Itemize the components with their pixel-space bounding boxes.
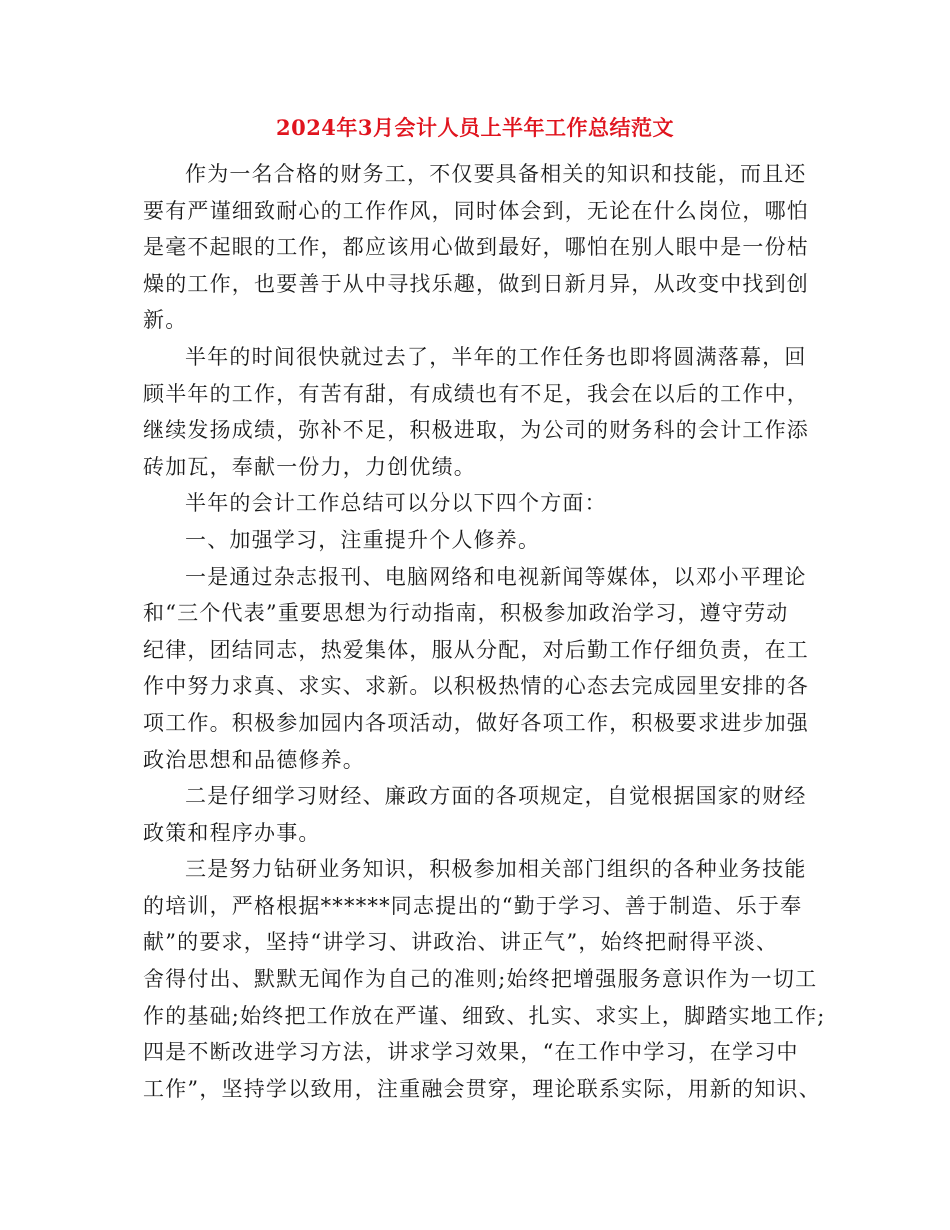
body-text-line: 二是仔细学习财经、廉政方面的各项规定，自觉根据国家的财经 <box>185 784 807 809</box>
body-text-line: 献”的要求，坚持“讲学习、讲政治、讲正气”，始终把耐得平淡、 <box>143 930 779 955</box>
body-text-line: 三是努力钻研业务知识，积极参加相关部门组织的各种业务技能 <box>185 857 807 882</box>
body-text-line: 继续发扬成绩，弥补不足，积极进取，为公司的财务科的会计工作添 <box>143 418 809 443</box>
body-text-line: 一是通过杂志报刊、电脑网络和电视新闻等媒体，以邓小平理论 <box>185 564 807 589</box>
body-text-line: 政治思想和品德修养。 <box>143 747 365 772</box>
body-text-line: 半年的时间很快就过去了，半年的工作任务也即将圆满落幕，回 <box>185 344 807 369</box>
body-text-line: 纪律，团结同志，热爱集体，服从分配，对后勤工作仔细负责，在工 <box>143 637 809 662</box>
document-title: 2024年3月会计人员上半年工作总结范文 <box>275 115 675 140</box>
body-text-line: 要有严谨细致耐心的工作作风，同时体会到，无论在什么岗位，哪怕 <box>143 198 809 223</box>
body-text-line: 舍得付出、默默无闻作为自己的准则;始终把增强服务意识作为一切工 <box>143 967 818 992</box>
body-text-line: 政策和程序办事。 <box>143 820 321 845</box>
body-text-line: 半年的会计工作总结可以分以下四个方面： <box>185 491 607 516</box>
body-text-line: 四是不断改进学习方法，讲求学习效果，“在工作中学习，在学习中 <box>143 1040 799 1065</box>
body-text-line: 作的基础;始终把工作放在严谨、细致、扎实、求实上，脚踏实地工作; <box>143 1003 826 1028</box>
document-body <box>143 156 826 1107</box>
body-text-line: 和“三个代表”重要思想为行动指南，积极参加政治学习，遵守劳动 <box>143 601 789 626</box>
body-text-line: 项工作。积极参加园内各项活动，做好各项工作，积极要求进步加强 <box>143 710 809 735</box>
body-text-line: 作为一名合格的财务工，不仅要具备相关的知识和技能，而且还 <box>185 162 807 186</box>
body-text-line: 燥的工作，也要善于从中寻找乐趣，做到日新月异，从改变中找到创 <box>143 271 809 296</box>
body-text-line: 是毫不起眼的工作，都应该用心做到最好，哪怕在别人眼中是一份枯 <box>143 235 809 260</box>
body-text-line: 砖加瓦，奉献一份力，力创优绩。 <box>143 454 476 479</box>
body-text-line: 作中努力求真、求实、求新。以积极热情的心态去完成园里安排的各 <box>143 674 809 699</box>
body-text-line: 新。 <box>143 308 188 333</box>
body-text-line: 的培训，严格根据******同志提出的“勤于学习、善于制造、乐于奉 <box>143 893 803 918</box>
body-text-line: 顾半年的工作，有苦有甜，有成绩也有不足，我会在以后的工作中， <box>143 381 809 406</box>
body-text-line: 一、加强学习，注重提升个人修养。 <box>185 527 541 552</box>
body-text-line: 工作”，坚持学以致用，注重融会贯穿，理论联系实际，用新的知识、 <box>143 1076 821 1101</box>
